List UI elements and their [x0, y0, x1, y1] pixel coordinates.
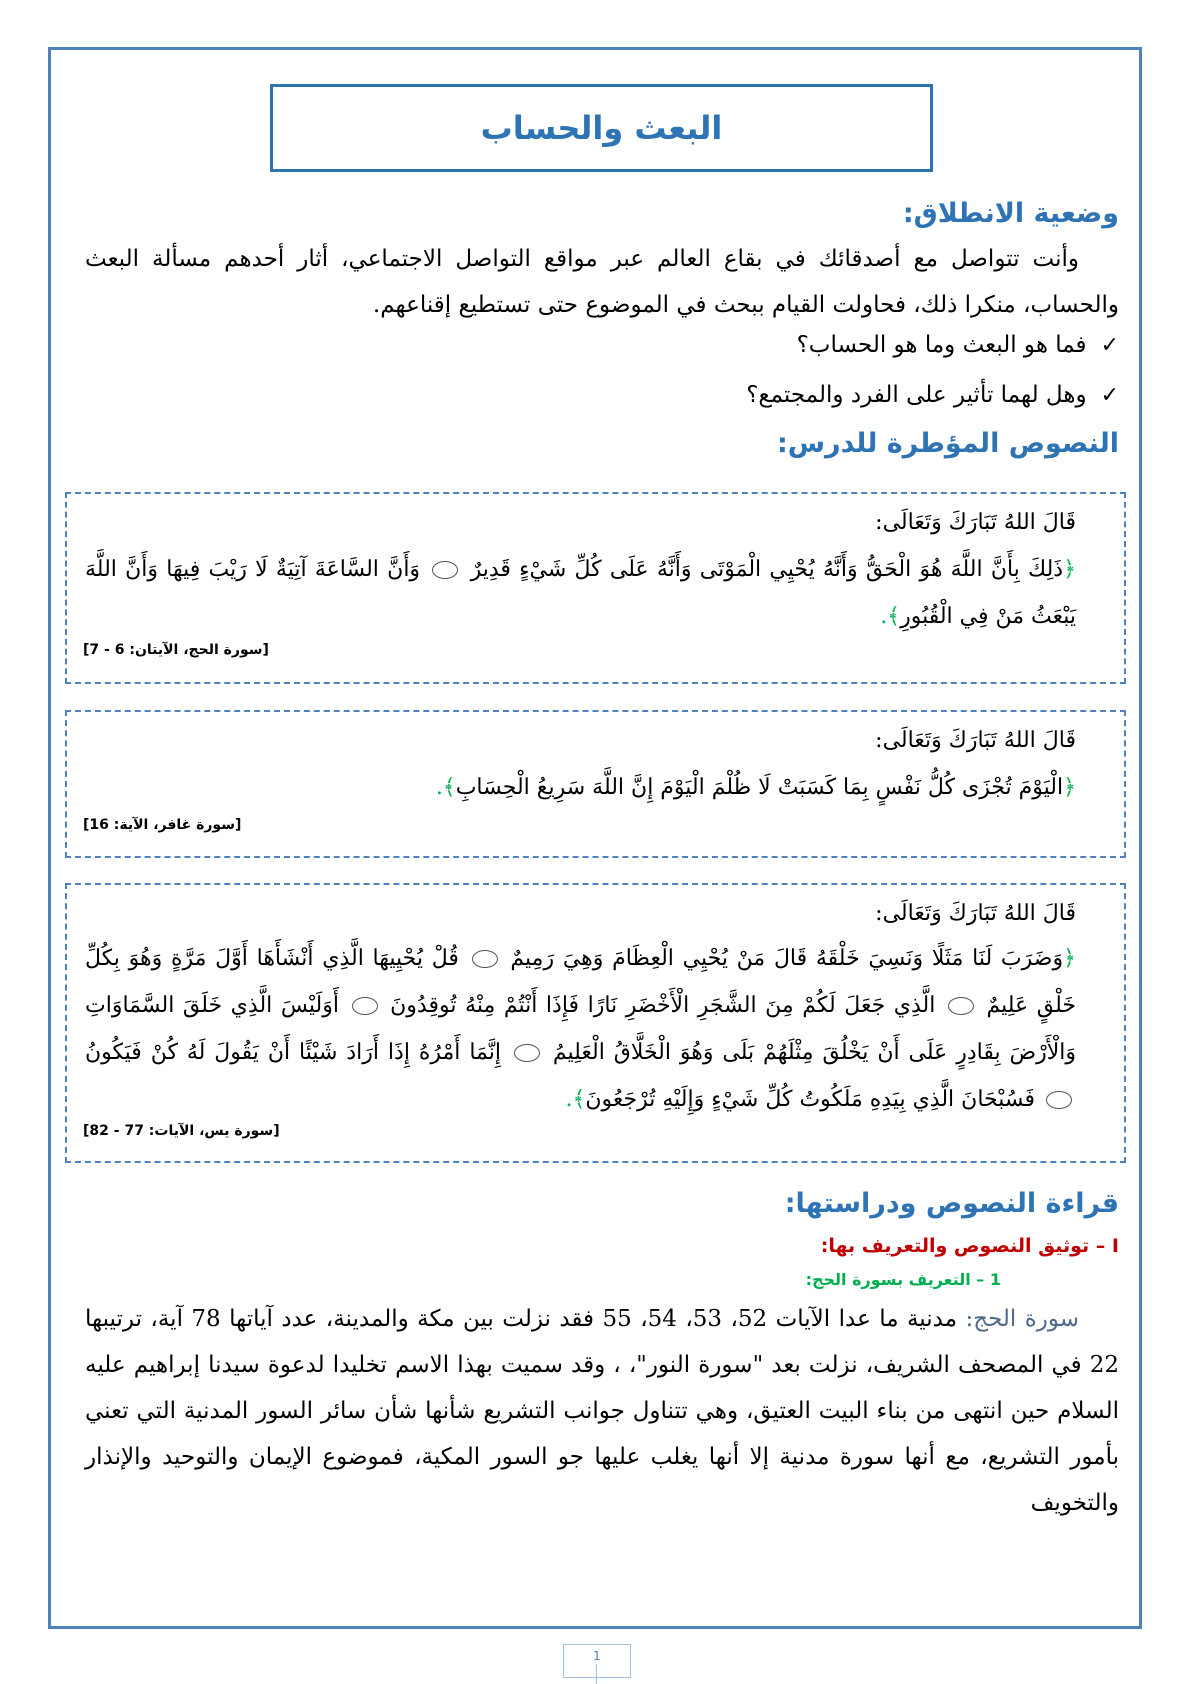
verse-end-icon: [352, 997, 378, 1015]
starting-situation-text: وأنت تتواصل مع أصدقائك في بقاع العالم عبر مواقع التواصل الاجتماعي، أثار أحدهم مسألة البعث والحساب، منكرا ذلك، فحاولت القيام ببحث في الموضوع حتى تستطيع إقناعهم.: [85, 246, 1119, 318]
section-heading-documentation: I – توثيق النصوص والتعريف بها:: [820, 1235, 1119, 1257]
check-mark-icon: ✓: [1100, 332, 1119, 358]
verse-open-bracket: ﴿: [1063, 946, 1076, 971]
verse-part: فَسُبْحَانَ الَّذِي بِيَدِهِ مَلَكُوتُ كُلِّ شَيْءٍ وَإِلَيْهِ تُرْجَعُونَ: [585, 1087, 1035, 1112]
surah-description-paragraph: [85, 1296, 1119, 1526]
verse-box-3: [65, 883, 1126, 1163]
surah-lead-word: سورة الحج:: [965, 1306, 1080, 1332]
verse-text: [85, 764, 1076, 811]
question-item-1: [797, 332, 1119, 358]
verse-end-icon: [514, 1044, 540, 1062]
verse-text: [85, 935, 1076, 1123]
verse-reference: [سورة الحج، الآيتان: 6 - 7]: [83, 642, 269, 658]
verse-close-bracket: ﴾.: [435, 775, 456, 800]
verse-open-bracket: ﴿: [1063, 775, 1076, 800]
starting-situation-heading: وضعية الانطلاق:: [902, 198, 1119, 229]
verse-close-bracket: ﴾.: [565, 1087, 586, 1112]
verse-intro: قَالَ اللهُ تَبَارَكَ وَتَعَالَى:: [875, 901, 1076, 926]
verse-end-icon: [948, 997, 974, 1015]
verse-close-bracket: ﴾.: [880, 604, 901, 629]
verse-open-bracket: ﴿: [1063, 557, 1076, 582]
verse-part: وَأَنَّ السَّاعَةَ آتِيَةٌ لَا رَيْبَ فِيهَا وَأَنَّ اللَّهَ يَبْعَثُ مَنْ فِي الْقُبُورِ: [85, 557, 1076, 629]
verse-part: الْيَوْمَ تُجْزَى كُلُّ نَفْسٍ بِمَا كَسَبَتْ لَا ظُلْمَ الْيَوْمَ إِنَّ اللَّهَ سَرِيعُ الْحِسَابِ: [455, 775, 1064, 800]
check-mark-icon: ✓: [1100, 382, 1119, 408]
verse-reference: [سورة غافر، الآية: 16]: [83, 817, 242, 833]
verse-end-icon: [472, 950, 498, 968]
verse-reference: [سورة يس، الآيات: 77 - 82]: [83, 1123, 280, 1139]
verse-part: الَّذِي جَعَلَ لَكُمْ مِنَ الشَّجَرِ الْأَخْضَرِ نَارًا فَإِذَا أَنْتُمْ مِنْهُ تُوقِدُونَ: [390, 993, 936, 1018]
page-number: 1: [563, 1644, 631, 1678]
verse-text: [85, 546, 1076, 640]
title-box: [270, 84, 933, 172]
page-title: البعث والحساب: [480, 109, 723, 147]
verse-box-2: [65, 710, 1126, 858]
surah-description-text: مدنية ما عدا الآيات 52، 53، 54، 55 فقد نزلت بين مكة والمدينة، عدد آياتها 78 آية، ترتيبها 22 في المصحف الشريف، نزلت بعد "سورة النور"، ، وقد سميت بهذا الاسم تخليدا لدعوة سيدنا إبراهيم عليه السلام حين انتهى من بناء البيت العتيق، وهي تتناول جوانب التشريع شأنها شأن سائر السور المدنية التي تعني بأمور التشريع، مع أنها سورة مدنية إلا أنها يغلب عليها جو السور المكية، فموضوع الإيمان والتوحيد والإنذار والتخويف: [85, 1306, 1119, 1516]
subsection-heading-surah-hajj: 1 – التعريف بسورة الحج:: [805, 1270, 1001, 1289]
verse-part: إِنَّمَا أَمْرُهُ إِذَا أَرَادَ شَيْئًا أَنْ يَقُولَ لَهُ كُنْ فَيَكُونُ: [85, 1040, 501, 1065]
verse-part: أَوَلَيْسَ الَّذِي خَلَقَ السَّمَاوَاتِ وَالْأَرْضَ بِقَادِرٍ عَلَى أَنْ يَخْلُقَ مِثْلَهُمْ بَلَى وَهُوَ الْخَلَّاقُ الْعَلِيمُ: [85, 993, 1076, 1065]
verse-intro: قَالَ اللهُ تَبَارَكَ وَتَعَالَى:: [875, 728, 1076, 753]
question-item-2: [746, 382, 1119, 408]
framing-texts-heading: النصوص المؤطرة للدرس:: [776, 428, 1119, 459]
page-number-stem: [596, 1664, 597, 1684]
verse-end-icon: [1046, 1091, 1072, 1109]
verse-box-1: [65, 492, 1126, 684]
reading-study-heading: قراءة النصوص ودراستها:: [784, 1188, 1119, 1219]
verse-intro: قَالَ اللهُ تَبَارَكَ وَتَعَالَى:: [875, 510, 1076, 535]
verse-end-icon: [432, 561, 458, 579]
verse-part: ذَلِكَ بِأَنَّ اللَّهَ هُوَ الْحَقُّ وَأَنَّهُ يُحْيِي الْمَوْتَى وَأَنَّهُ عَلَى كُلِّ شَيْءٍ قَدِيرٌ: [470, 557, 1064, 582]
verse-part: قُلْ يُحْيِيهَا الَّذِي أَنْشَأَهَا أَوَّلَ مَرَّةٍ وَهُوَ بِكُلِّ خَلْقٍ عَلِيمٌ: [85, 946, 1076, 1018]
question-text-2: وهل لهما تأثير على الفرد والمجتمع؟: [746, 382, 1087, 408]
verse-part: وَضَرَبَ لَنَا مَثَلًا وَنَسِيَ خَلْقَهُ قَالَ مَنْ يُحْيِي الْعِظَامَ وَهِيَ رَمِيمٌ: [510, 946, 1064, 971]
starting-situation-paragraph: [85, 236, 1119, 328]
question-text-1: فما هو البعث وما هو الحساب؟: [796, 332, 1087, 358]
